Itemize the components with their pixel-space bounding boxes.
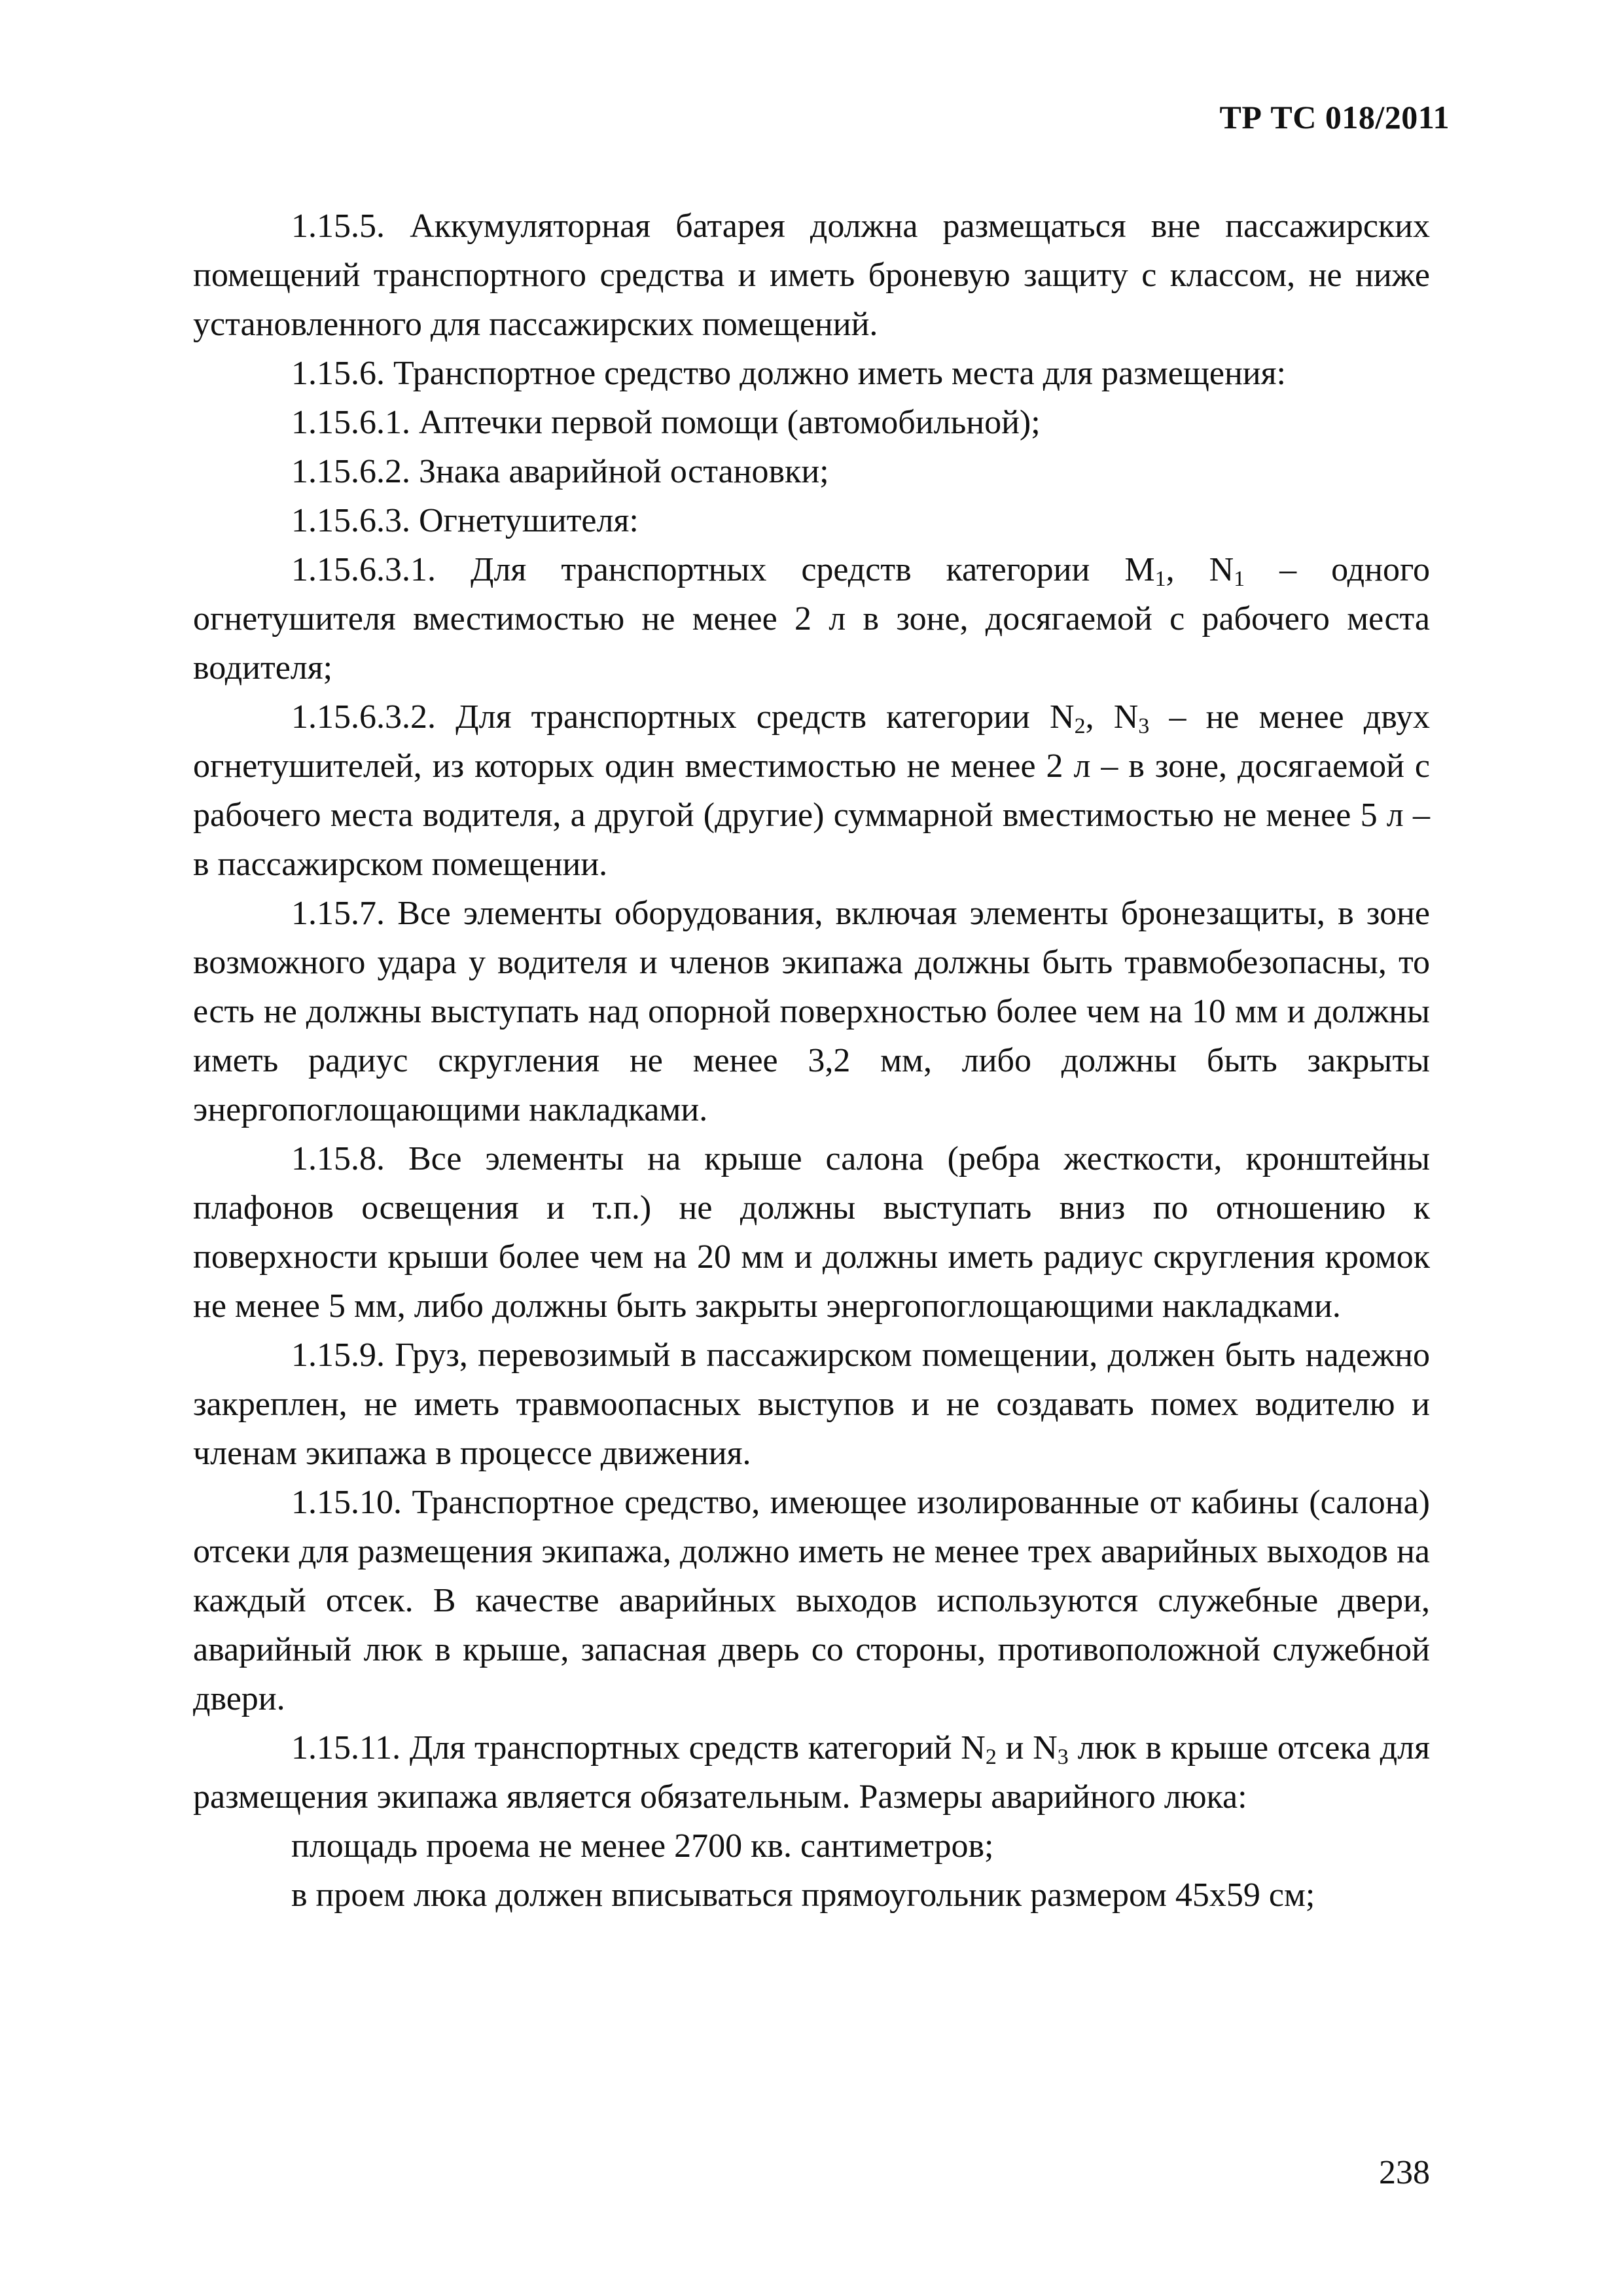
paragraph-1-15-6: 1.15.6. Транспортное средство должно иметь места для размещения: bbox=[291, 355, 1286, 392]
text-run: – одного огнетушителя вместимостью не менее 2 л в зоне, досягаемой с рабочего места водителя; bbox=[193, 551, 1430, 687]
paragraph-1-15-11 bbox=[193, 1723, 1430, 1821]
document-body bbox=[193, 202, 1430, 1920]
paragraph-1-15-10: 1.15.10. Транспортное средство, имеющее изолированные от кабины (салона) отсеки для размещения экипажа, должно иметь не менее трех аварийных выходов на каждый отсек. В качестве аварийных выходов используются служебные двери, аварийный люк в крыше, запасная дверь со стороны, противоположной служебной двери. bbox=[193, 1484, 1430, 1717]
text-run: и N bbox=[996, 1729, 1058, 1767]
document-code-header: ТР ТС 018/2011 bbox=[1219, 99, 1450, 135]
subscript: 2 bbox=[1074, 714, 1086, 738]
text-run: 1.15.11. Для транспортных средств категорий N bbox=[291, 1729, 986, 1767]
paragraph-1-15-6-1: 1.15.6.1. Аптечки первой помощи (автомобильной); bbox=[291, 404, 1041, 441]
subscript: 1 bbox=[1154, 567, 1166, 591]
text-run: 1.15.6.3.2. Для транспортных средств категории N bbox=[291, 698, 1075, 736]
text-run: 1.15.6.3.1. Для транспортных средств категории M bbox=[291, 551, 1155, 588]
subscript: 3 bbox=[1138, 714, 1150, 738]
text-run: люк в крыше отсека для размещения экипажа является обязательным. Размеры аварийного люка: bbox=[193, 1729, 1430, 1816]
paragraph-1-15-7: 1.15.7. Все элементы оборудования, включая элементы бронезащиты, в зоне возможного удара у водителя и членов экипажа должны быть травмобезопасны, то есть не должны выступать над опорной поверхностью более чем на 10 мм и должны иметь радиус скругления не менее 3,2 мм, либо должны быть закрыты энергопоглощающими накладками. bbox=[193, 895, 1430, 1128]
text-run: – не менее двух огнетушителей, из которых один вместимостью не менее 2 л – в зоне, досягаемой с рабочего места водителя, а другой (другие) суммарной вместимостью не менее 5 л – в пассажирском помещении. bbox=[193, 698, 1430, 883]
subscript: 3 bbox=[1057, 1745, 1069, 1769]
text-run: , N bbox=[1085, 698, 1139, 736]
paragraph-1-15-9: 1.15.9. Груз, перевозимый в пассажирском помещении, должен быть надежно закреплен, не иметь травмоопасных выступов и не создавать помех водителю и членам экипажа в процессе движения. bbox=[193, 1336, 1430, 1472]
hatch-requirement-area: площадь проема не менее 2700 кв. сантиметров; bbox=[291, 1827, 994, 1865]
hatch-requirement-rectangle: в проем люка должен вписываться прямоугольник размером 45х59 см; bbox=[291, 1876, 1315, 1914]
paragraph-1-15-6-2: 1.15.6.2. Знака аварийной остановки; bbox=[291, 453, 829, 490]
page-number: 238 bbox=[1379, 2154, 1430, 2191]
paragraph-1-15-6-3: 1.15.6.3. Огнетушителя: bbox=[291, 502, 639, 539]
paragraph-1-15-6-3-2 bbox=[193, 692, 1430, 889]
paragraph-1-15-6-3-1 bbox=[193, 545, 1430, 692]
subscript: 1 bbox=[1234, 567, 1245, 591]
text-run: , N bbox=[1166, 551, 1234, 588]
paragraph-1-15-5: 1.15.5. Аккумуляторная батарея должна размещаться вне пассажирских помещений транспортного средства и иметь броневую защиту с классом, не ниже установленного для пассажирских помещений. bbox=[193, 207, 1430, 343]
paragraph-1-15-8: 1.15.8. Все элементы на крыше салона (ребра жесткости, кронштейны плафонов освещения и т.п.) не должны выступать вниз по отношению к поверхности крыши более чем на 20 мм и должны иметь радиус скругления кромок не менее 5 мм, либо должны быть закрыты энергопоглощающими накладками. bbox=[193, 1140, 1430, 1325]
subscript: 2 bbox=[985, 1745, 997, 1769]
